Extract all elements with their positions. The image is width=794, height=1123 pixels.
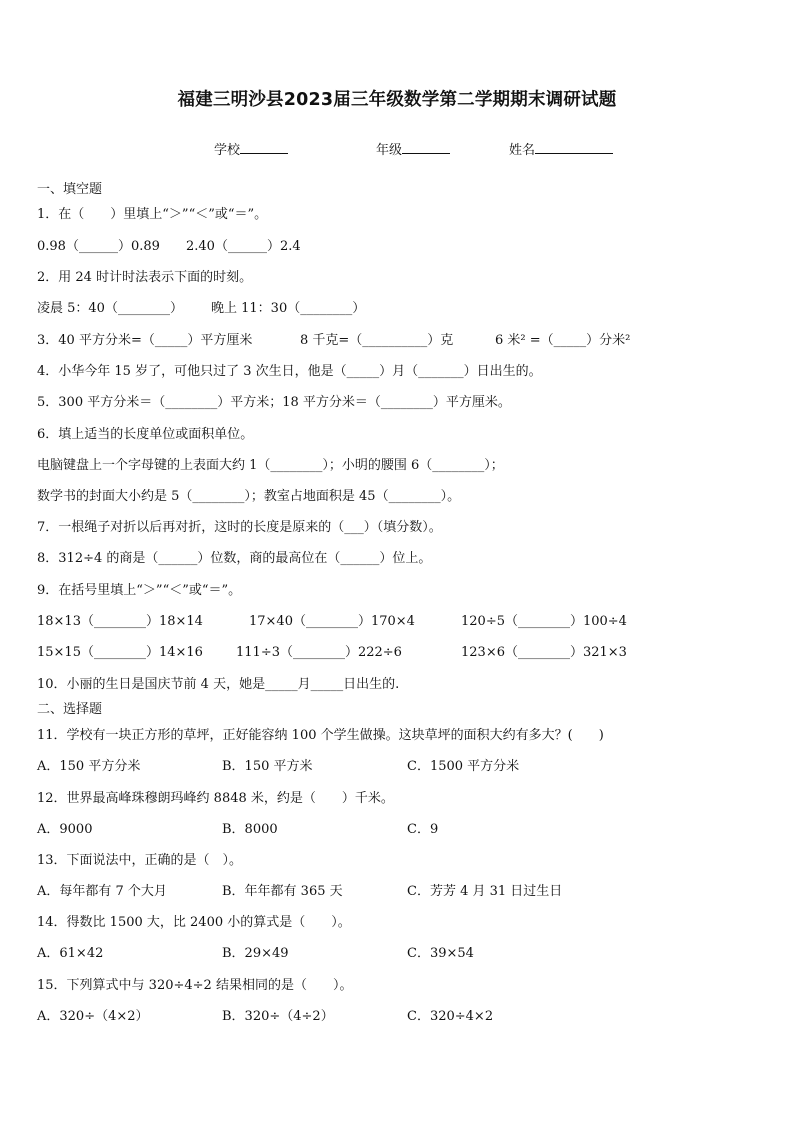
q5: 5．300 平方分米＝（________）平方米；18 平方分米＝（________）平方厘米。 [37,395,511,410]
q3-c: 6 米² =（_____）分米² [495,333,631,348]
name-field [509,139,613,158]
q2-b: 晚上 11：30（________） [211,301,366,316]
name-label: 姓名 [509,143,536,158]
section2-heading: 二、选择题 [37,702,103,717]
q6-line1: 电脑键盘上一个字母键的上表面大约 1（________）；小明的腰围 6（________）； [37,458,504,473]
school-field [214,139,288,158]
q13-stem: 13．下面说法中，正确的是（ ）。 [37,853,243,868]
q9-r1-c1: 18×13（________）18×14 [37,614,203,629]
q12-stem: 12．世界最高峰珠穆朗玛峰约 8848 米，约是（ ）千米。 [37,791,394,806]
q15-option-b: B．320÷（4÷2） [222,1009,334,1024]
grade-label: 年级 [376,143,403,158]
q1-a: 0.98（______）0.89 [37,239,160,254]
q3-a: 3．40 平方分米=（_____）平方厘米 [37,333,253,348]
q15-stem: 15．下列算式中与 320÷4÷2 结果相同的是（ ）。 [37,978,353,993]
q13-option-a: A．每年都有 7 个大月 [37,884,167,899]
q13-option-b: B．年年都有 365 天 [222,884,343,899]
q9-r2-c3: 123×6（________）321×3 [461,645,627,660]
grade-blank [402,141,450,154]
q6-line2: 数学书的封面大小约是 5（________）；教室占地面积是 45（________）。 [37,489,461,504]
q1-b: 2.40（______）2.4 [186,239,301,254]
q8: 8．312÷4 的商是（______）位数，商的最高位在（______）位上。 [37,551,432,566]
q3-b: 8 千克=（__________）克 [300,333,454,348]
name-blank [535,141,613,154]
q10: 10．小丽的生日是国庆节前 4 天，她是_____月_____日出生的. [37,677,400,692]
q2-stem: 2．用 24 时计时法表示下面的时刻。 [37,270,253,285]
q7: 7．一根绳子对折以后再对折，这时的长度是原来的（___）（填分数）。 [37,520,442,535]
q12-option-c: C．9 [407,822,439,837]
q11-option-c: C．1500 平方分米 [407,759,520,774]
q13-option-c: C．芳芳 4 月 31 日过生日 [407,884,563,899]
q9-r1-c2: 17×40（________）170×4 [249,614,415,629]
q12-option-a: A．9000 [37,822,93,837]
q9-r1-c3: 120÷5（________）100÷4 [461,614,627,629]
grade-field [376,139,450,158]
q14-option-b: B．29×49 [222,946,289,961]
q11-option-a: A．150 平方分米 [37,759,141,774]
section1-heading: 一、填空题 [37,182,103,197]
q2-a: 凌晨 5：40（________） [37,301,183,316]
q14-option-a: A．61×42 [37,946,104,961]
q14-option-c: C．39×54 [407,946,474,961]
q14-stem: 14．得数比 1500 大，比 2400 小的算式是（ ）。 [37,915,351,930]
q15-option-c: C．320÷4×2 [407,1009,494,1024]
school-label: 学校 [214,143,241,158]
q12-option-b: B．8000 [222,822,278,837]
q4: 4．小华今年 15 岁了，可他只过了 3 次生日，他是（_____）月（_______）日出生的。 [37,364,542,379]
q9-r2-c2: 111÷3（________）222÷6 [236,645,402,660]
q9-stem: 9．在括号里填上“＞”“＜”或“＝”。 [37,583,242,598]
page-title: 福建三明沙县2023届三年级数学第二学期期末调研试题 [177,90,617,110]
q1-stem: 1．在（ ）里填上“＞”“＜”或“＝”。 [37,207,268,222]
q15-option-a: A．320÷（4×2） [37,1009,149,1024]
q6-stem: 6．填上适当的长度单位或面积单位。 [37,427,254,442]
q11-option-b: B．150 平方米 [222,759,313,774]
school-blank [240,141,288,154]
q11-stem: 11．学校有一块正方形的草坪，正好能容纳 100 个学生做操。这块草坪的面积大约有多大？( ) [37,728,604,743]
q9-r2-c1: 15×15（________）14×16 [37,645,203,660]
